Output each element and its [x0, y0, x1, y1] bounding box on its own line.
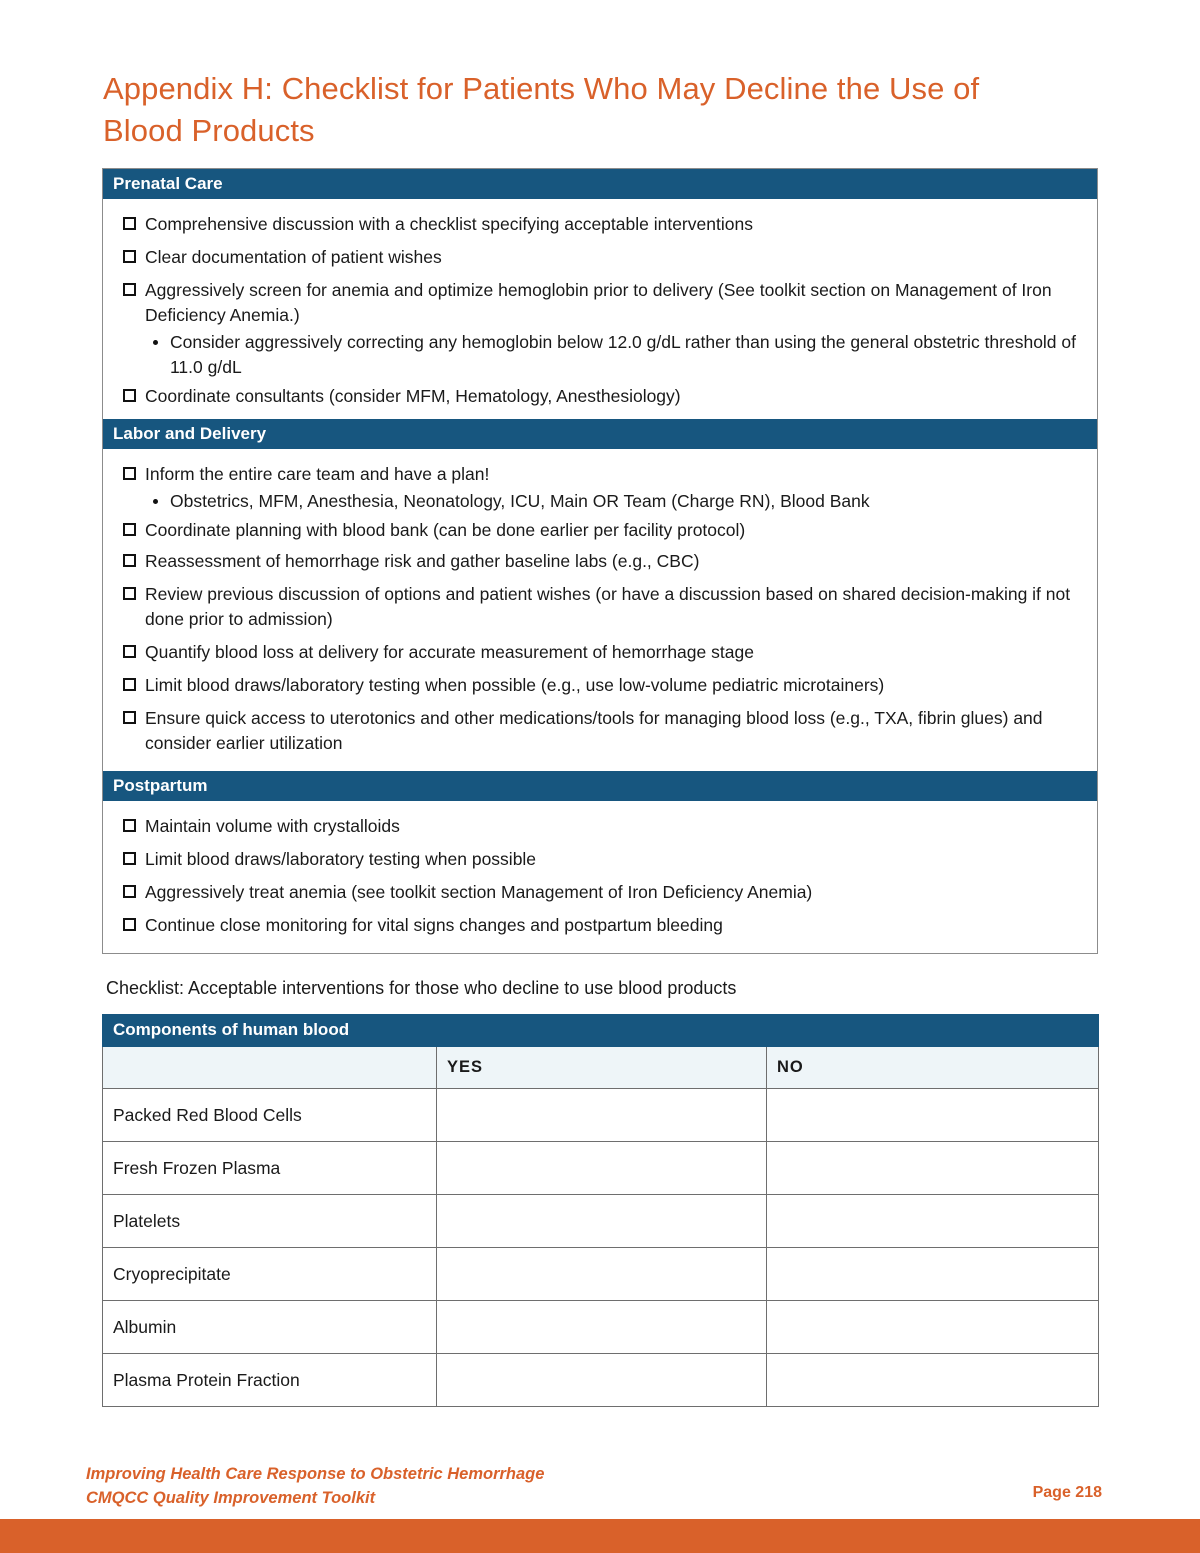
checklist-item[interactable]: [123, 706, 1087, 756]
checklist-item-label: Review previous discussion of options and patient wishes (or have a discussion based on shared decision-making if not done prior to admission): [145, 584, 1071, 629]
blood-component-no-cell[interactable]: [767, 1248, 1099, 1301]
checklist-container: [102, 168, 1098, 954]
checklist-item[interactable]: [123, 847, 1087, 872]
checklist-section-body: [103, 801, 1097, 953]
checklist-item[interactable]: [123, 640, 1087, 665]
blood-component-yes-cell[interactable]: [437, 1248, 767, 1301]
page-title: Appendix H: Checklist for Patients Who May Decline the Use of Blood Products: [103, 71, 980, 148]
blood-component-no-cell[interactable]: [767, 1195, 1099, 1248]
checkbox-icon[interactable]: [123, 852, 136, 865]
checkbox-icon[interactable]: [123, 678, 136, 691]
checklist-item[interactable]: [123, 518, 1087, 543]
checklist-caption: Checklist: Acceptable interventions for those who decline to use blood products: [106, 978, 737, 998]
blood-table-title-row: [103, 1015, 1099, 1047]
checklist-item[interactable]: [123, 462, 1087, 487]
checklist-item-label: Comprehensive discussion with a checklist specifying acceptable interventions: [145, 214, 753, 234]
checklist-sub-bullet: [153, 330, 1087, 380]
checklist-item[interactable]: [123, 673, 1087, 698]
checkbox-icon[interactable]: [123, 467, 136, 480]
bullet-icon: [153, 340, 158, 345]
checklist-item-label: Continue close monitoring for vital signs changes and postpartum bleeding: [145, 915, 723, 935]
blood-component-yes-cell[interactable]: [437, 1089, 767, 1142]
checkbox-icon[interactable]: [123, 918, 136, 931]
table-row: [103, 1301, 1099, 1354]
checklist-section-body: [103, 449, 1097, 771]
blood-component-yes-cell[interactable]: [437, 1195, 767, 1248]
blood-component-yes-cell[interactable]: [437, 1142, 767, 1195]
table-row: [103, 1089, 1099, 1142]
page-number: Page 218: [1032, 1484, 1102, 1501]
checkbox-icon[interactable]: [123, 587, 136, 600]
bottom-accent-bar: [0, 1519, 1200, 1553]
checklist-sub-bullet-label: Obstetrics, MFM, Anesthesia, Neonatology, ICU, Main OR Team (Charge RN), Blood Bank: [170, 491, 870, 511]
checkbox-icon[interactable]: [123, 389, 136, 402]
checklist-section-header: Labor and Delivery: [103, 419, 1097, 449]
checklist-section-body: [103, 199, 1097, 419]
blood-component-name: Cryoprecipitate: [103, 1248, 437, 1301]
blood-component-yes-cell[interactable]: [437, 1354, 767, 1407]
checkbox-icon[interactable]: [123, 819, 136, 832]
checklist-item-label: Aggressively screen for anemia and optimize hemoglobin prior to delivery (See toolkit section on Management of Iron Deficiency Anemia.): [145, 280, 1052, 325]
checklist-item[interactable]: [123, 582, 1087, 632]
checklist-item-label: Aggressively treat anemia (see toolkit section Management of Iron Deficiency Anemia): [145, 882, 813, 902]
blood-component-name: Platelets: [103, 1195, 437, 1248]
checklist-item[interactable]: [123, 549, 1087, 574]
column-header-name: [103, 1047, 437, 1089]
blood-component-no-cell[interactable]: [767, 1142, 1099, 1195]
blood-component-no-cell[interactable]: [767, 1301, 1099, 1354]
table-row: [103, 1195, 1099, 1248]
checklist-item[interactable]: [123, 384, 1087, 409]
blood-component-no-cell[interactable]: [767, 1354, 1099, 1407]
checkbox-icon[interactable]: [123, 885, 136, 898]
checklist-item[interactable]: [123, 880, 1087, 905]
table-row: [103, 1354, 1099, 1407]
checklist-item-label: Ensure quick access to uterotonics and other medications/tools for managing blood loss (e.g., TXA, fibrin glues) and consider earlier utilization: [145, 708, 1043, 753]
checklist-item-label: Maintain volume with crystalloids: [145, 816, 400, 836]
blood-table-header-row: [103, 1047, 1099, 1089]
checklist-item-label: Limit blood draws/laboratory testing when possible (e.g., use low-volume pediatric microtainers): [145, 675, 885, 695]
column-header-yes: YES: [437, 1047, 767, 1089]
blood-component-name: Packed Red Blood Cells: [103, 1089, 437, 1142]
footer-line-1: Improving Health Care Response to Obstetric Hemorrhage: [86, 1465, 545, 1483]
bullet-icon: [153, 499, 158, 504]
checklist-item[interactable]: [123, 814, 1087, 839]
checklist-item[interactable]: [123, 212, 1087, 237]
checklist-item-label: Coordinate planning with blood bank (can be done earlier per facility protocol): [145, 520, 746, 540]
checklist-section-header: Postpartum: [103, 771, 1097, 801]
checkbox-icon[interactable]: [123, 554, 136, 567]
checklist-item-label: Limit blood draws/laboratory testing when possible: [145, 849, 537, 869]
checklist-sub-bullet: [153, 489, 1087, 514]
blood-component-name: Albumin: [103, 1301, 437, 1354]
checklist-item-label: Clear documentation of patient wishes: [145, 247, 442, 267]
checkbox-icon[interactable]: [123, 217, 136, 230]
checklist-item-label: Quantify blood loss at delivery for accurate measurement of hemorrhage stage: [145, 642, 754, 662]
checkbox-icon[interactable]: [123, 645, 136, 658]
column-header-no: NO: [767, 1047, 1099, 1089]
checklist-item[interactable]: [123, 245, 1087, 270]
checklist-item[interactable]: [123, 913, 1087, 938]
table-row: [103, 1248, 1099, 1301]
table-row: [103, 1142, 1099, 1195]
checklist-item-label: Reassessment of hemorrhage risk and gather baseline labs (e.g., CBC): [145, 551, 700, 571]
blood-component-name: Fresh Frozen Plasma: [103, 1142, 437, 1195]
footer-line-2: CMQCC Quality Improvement Toolkit: [86, 1489, 376, 1507]
checkbox-icon[interactable]: [123, 283, 136, 296]
checklist-item-label: Inform the entire care team and have a plan!: [145, 464, 490, 484]
footer-text: [86, 1462, 544, 1510]
checklist-sub-bullet-label: Consider aggressively correcting any hemoglobin below 12.0 g/dL rather than using the general obstetric threshold of 11.0 g/dL: [170, 332, 1077, 377]
checklist-item[interactable]: [123, 278, 1087, 328]
blood-component-name: Plasma Protein Fraction: [103, 1354, 437, 1407]
checkbox-icon[interactable]: [123, 711, 136, 724]
checkbox-icon[interactable]: [123, 250, 136, 263]
blood-component-no-cell[interactable]: [767, 1089, 1099, 1142]
blood-table-title: Components of human blood: [103, 1015, 1099, 1047]
checkbox-icon[interactable]: [123, 523, 136, 536]
blood-component-yes-cell[interactable]: [437, 1301, 767, 1354]
checklist-section-header: Prenatal Care: [103, 169, 1097, 199]
blood-components-table: [102, 1014, 1099, 1407]
checklist-item-label: Coordinate consultants (consider MFM, Hematology, Anesthesiology): [145, 386, 681, 406]
